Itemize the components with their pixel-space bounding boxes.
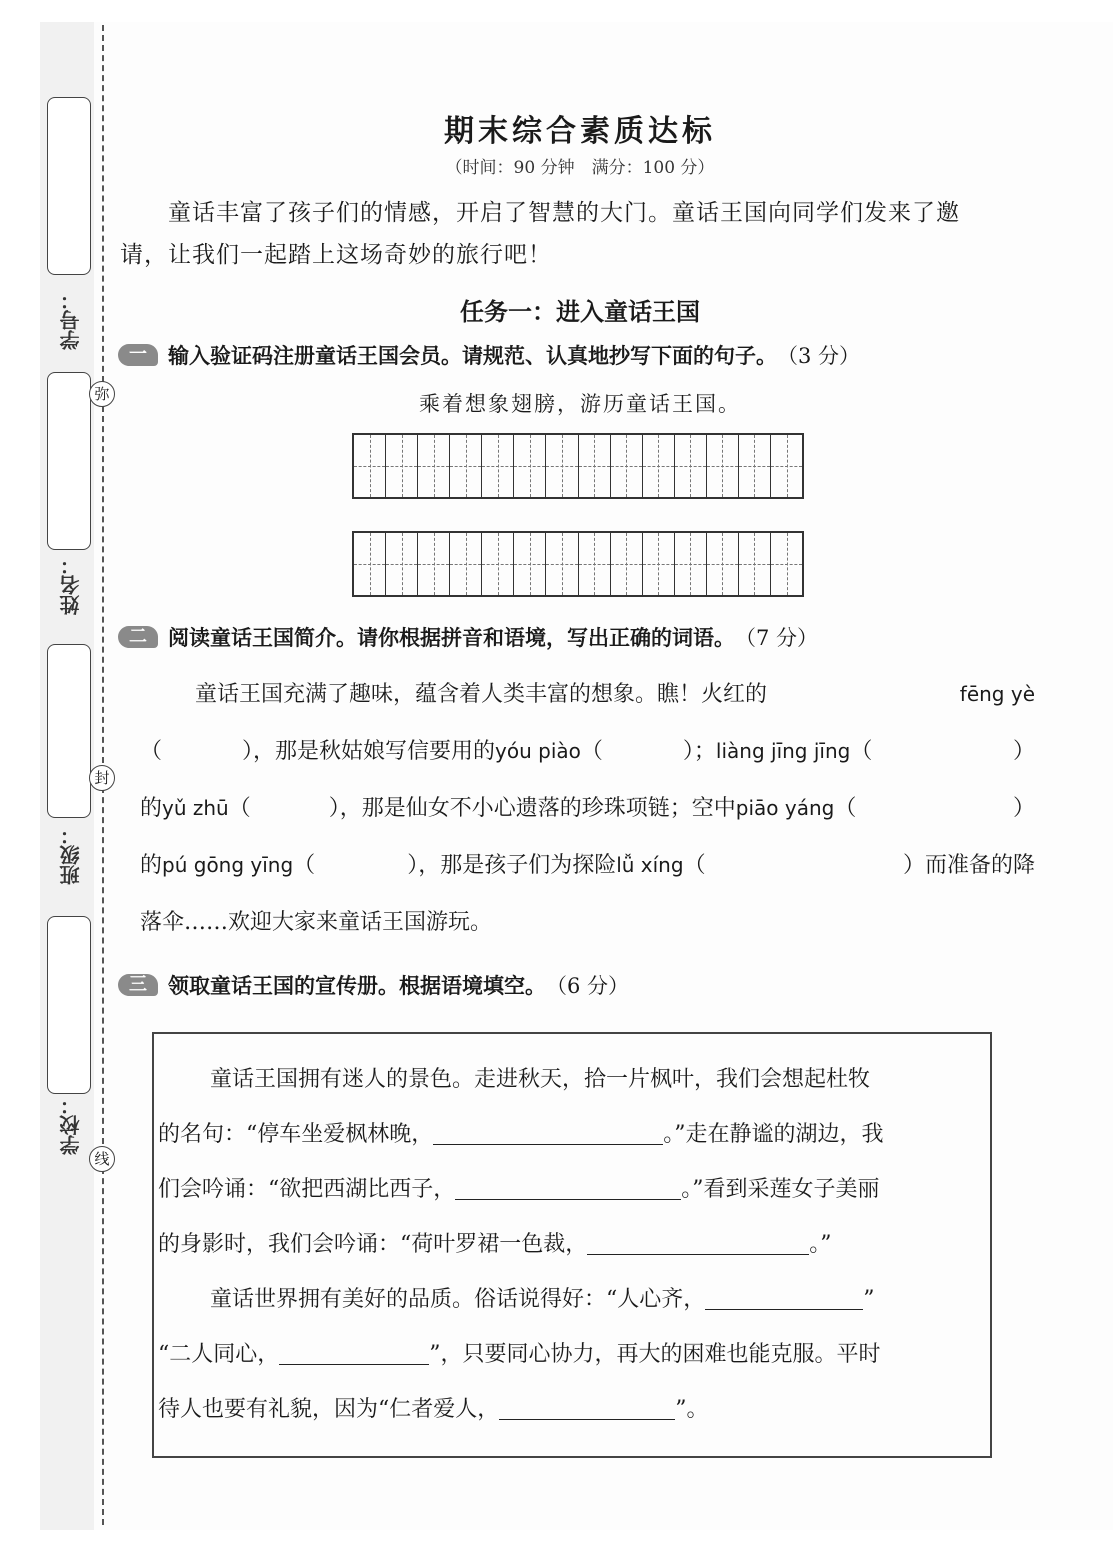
brochure-line: ”	[863, 1287, 875, 1312]
brochure-line: 。”看到采莲女子美丽	[681, 1177, 880, 1202]
passage-text: ），那是孩子们为探险	[407, 853, 617, 878]
pinyin-pu-gong-ying: pú gōng yīng	[162, 853, 294, 877]
intro-line-2: 请，让我们一起踏上这场奇妙的旅行吧！	[120, 242, 552, 268]
question-1-score: （3 分）	[777, 344, 861, 368]
writing-grid-row-2[interactable]	[352, 531, 804, 597]
copy-sentence: 乘着想象翅膀，游历童话王国。	[419, 392, 741, 416]
brochure-line: 。”	[809, 1232, 832, 1257]
intro-line-1: 童话丰富了孩子们的情感，开启了智慧的大门。童话王国向同学们发来了邀	[168, 200, 960, 226]
seal-feng: 封	[89, 765, 115, 791]
passage-text: 的	[140, 796, 163, 821]
pinyin-liang-jing-jing: liàng jīng jīng	[715, 739, 851, 763]
question-3-header	[118, 970, 629, 1000]
pinyin-lv-xing: lǚ xíng	[616, 853, 684, 877]
brochure-line: 童话世界拥有美好的品质。俗话说得好：“人心齐，	[210, 1287, 706, 1312]
fill-blank-2[interactable]	[455, 1177, 681, 1200]
question-2-header	[118, 622, 818, 652]
passage-text: 落伞……欢迎大家来童话王国游玩。	[140, 910, 493, 935]
brochure-line: ”，只要同心协力，再大的困难也能克服。平时	[429, 1342, 881, 1367]
passage-text: ）而准备的降	[902, 853, 1035, 878]
pinyin-feng-ye: fēng yè	[959, 682, 1035, 706]
answer-blank-5[interactable]: ）	[1012, 796, 1035, 821]
passage-text: 童话王国充满了趣味，蕴含着人类丰富的想象。瞧！火红的	[195, 682, 768, 707]
question-1-header	[118, 340, 860, 370]
class-label: 班级：	[59, 825, 83, 885]
task-1-heading: 任务一：进入童话王国	[460, 298, 700, 326]
question-2-badge: 二	[118, 626, 158, 648]
question-3-text: 领取童话王国的宣传册。根据语境填空。	[168, 974, 546, 998]
fill-blank-5[interactable]	[279, 1342, 429, 1365]
fill-blank-1[interactable]	[433, 1122, 663, 1145]
writing-grid-row-1[interactable]	[352, 433, 804, 499]
passage-text: 的	[140, 853, 163, 878]
brochure-line: 。”走在静谧的湖边，我	[663, 1122, 884, 1147]
school-label: 学校：	[59, 1095, 83, 1155]
student-id-label: 学号：	[59, 290, 83, 350]
brochure-line: ”。	[675, 1397, 709, 1422]
question-2-score: （7 分）	[735, 626, 819, 650]
brochure-line: 待人也要有礼貌，因为“仁者爱人，	[158, 1397, 500, 1422]
brochure-line: 的身影时，我们会吟诵：“荷叶罗裙一色裁，	[158, 1232, 588, 1257]
passage-text: ），那是秋姑娘写信要用的	[242, 739, 496, 764]
page-title: 期末综合素质达标	[444, 114, 716, 149]
class-field[interactable]	[47, 644, 91, 818]
student-name-label: 姓名：	[59, 555, 83, 615]
brochure-text	[158, 1052, 988, 1437]
passage-text: ），那是仙女不小心遗落的珍珠项链；空中	[328, 796, 736, 821]
question-2-text: 阅读童话王国简介。请你根据拼音和语境，写出正确的词语。	[168, 626, 735, 650]
question-3-badge: 三	[118, 974, 158, 996]
seal-xian: 线	[89, 1146, 115, 1172]
brochure-line: 童话王国拥有迷人的景色。走进秋天，拾一片枫叶，我们会想起杜牧	[210, 1067, 871, 1092]
pinyin-you-piao: yóu piào	[495, 739, 581, 763]
fill-blank-4[interactable]	[705, 1287, 863, 1310]
fill-blank-6[interactable]	[499, 1397, 675, 1420]
brochure-line: “二人同心，	[158, 1342, 280, 1367]
intro-paragraph	[120, 192, 1050, 276]
pinyin-piao-yang: piāo yáng	[735, 796, 835, 820]
seal-mi: 弥	[89, 381, 115, 407]
question-1-text: 输入验证码注册童话王国会员。请规范、认真地抄写下面的句子。	[168, 344, 777, 368]
question-1-badge: 一	[118, 344, 158, 366]
school-field[interactable]	[47, 916, 91, 1094]
fill-blank-3[interactable]	[587, 1232, 809, 1255]
exam-info: （时间：90 分钟 满分：100 分）	[445, 158, 715, 178]
question-3-score: （6 分）	[546, 974, 630, 998]
answer-blank-3[interactable]: ）	[1012, 739, 1035, 764]
brochure-line: 的名句：“停车坐爱枫林晚，	[158, 1122, 434, 1147]
pinyin-yu-zhu: yǔ zhū	[162, 796, 229, 820]
brochure-line: 们会吟诵：“欲把西湖比西子，	[158, 1177, 456, 1202]
pinyin-passage: 童话王国充满了趣味，蕴含着人类丰富的想象。瞧！火红的 fēng yè （ ），那是秋姑娘写信要用的yóu piào（ ）；liàng jīng jīng（ ） 的yǔ zhū（ ），那是仙女不小心遗落的珍珠项链；空中piāo yáng（ ） 的pú gōng yīng（ ），那是孩子们为探险lǚ xíng（ ）而准备的降 落伞……欢迎大家来童话王国游玩。	[140, 666, 1035, 951]
